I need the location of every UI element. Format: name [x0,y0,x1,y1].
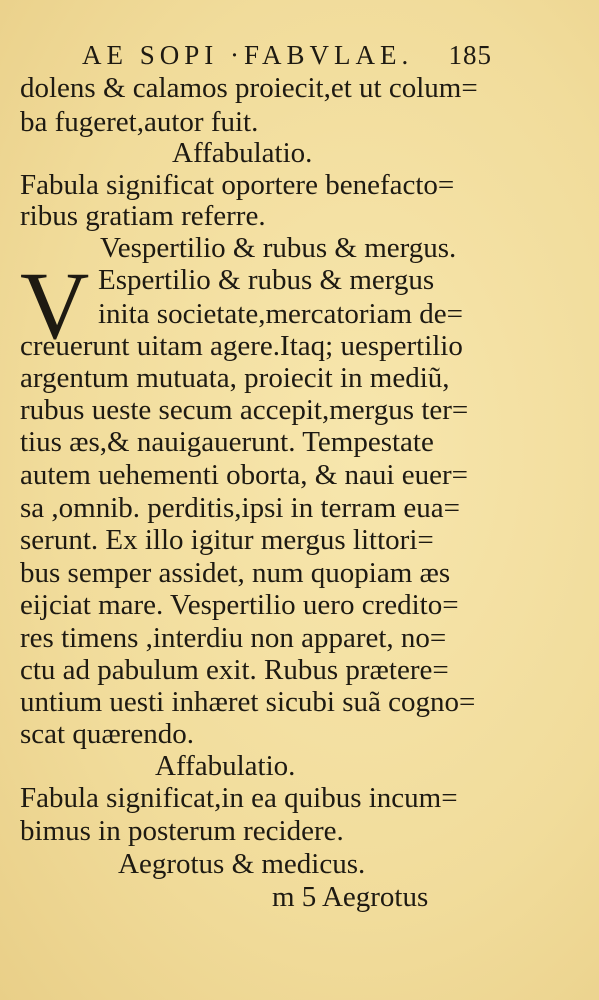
text-line-3: Fabula significat oportere benefacto= [20,169,455,201]
catchword-signature: m 5 Aegrotus [272,881,429,913]
fable-title-aegrotus: Aegrotus & medicus. [118,848,366,880]
text-line-7: creuerunt uitam agere.Itaq; uespertilio [20,330,463,362]
text-line-21: bimus in posterum recidere. [20,815,344,847]
text-line-13: serunt. Ex illo igitur mergus littori= [20,524,434,556]
text-line-14: bus semper assidet, num quopiam æs [20,557,451,589]
fable-title-vespertilio: Vespertilio & rubus & mergus. [100,232,457,264]
text-line-4: ribus gratiam referre. [20,200,266,232]
text-line-1: dolens & calamos proiecit,et ut colum= [20,72,478,104]
text-line-9: rubus ueste secum accepit,mergus ter= [20,394,469,426]
text-line-5: Espertilio & rubus & mergus [98,264,435,296]
running-header [82,38,492,72]
text-line-20: Fabula significat,in ea quibus incum= [20,782,458,814]
text-line-6: inita societate,mercatoriam de= [98,298,463,330]
text-line-2: ba fugeret,autor fuit. [20,106,259,138]
drop-cap-initial: V [20,252,90,359]
text-line-8: argentum mutuata, proiecit in mediũ, [20,362,450,394]
running-title: AE SOPI ·FABVLAE. [82,40,414,70]
page-number: 185 [448,40,492,70]
text-line-10: tius æs,& nauigauerunt. Tempestate [20,426,434,458]
text-line-18: untium uesti inhæret sicubi suã cogno= [20,686,476,718]
section-heading-affabulatio-1: Affabulatio. [172,137,313,169]
text-line-16: res timens ,interdiu non apparet, no= [20,622,447,654]
section-heading-affabulatio-2: Affabulatio. [155,750,296,782]
text-line-17: ctu ad pabulum exit. Rubus prætere= [20,654,449,686]
text-line-19: scat quærendo. [20,718,194,750]
text-line-11: autem uehementi oborta, & naui euer= [20,459,468,491]
text-line-15: eijciat mare. Vespertilio uero credito= [20,589,459,621]
text-line-12: sa ,omnib. perditis,ipsi in terram eua= [20,492,460,524]
